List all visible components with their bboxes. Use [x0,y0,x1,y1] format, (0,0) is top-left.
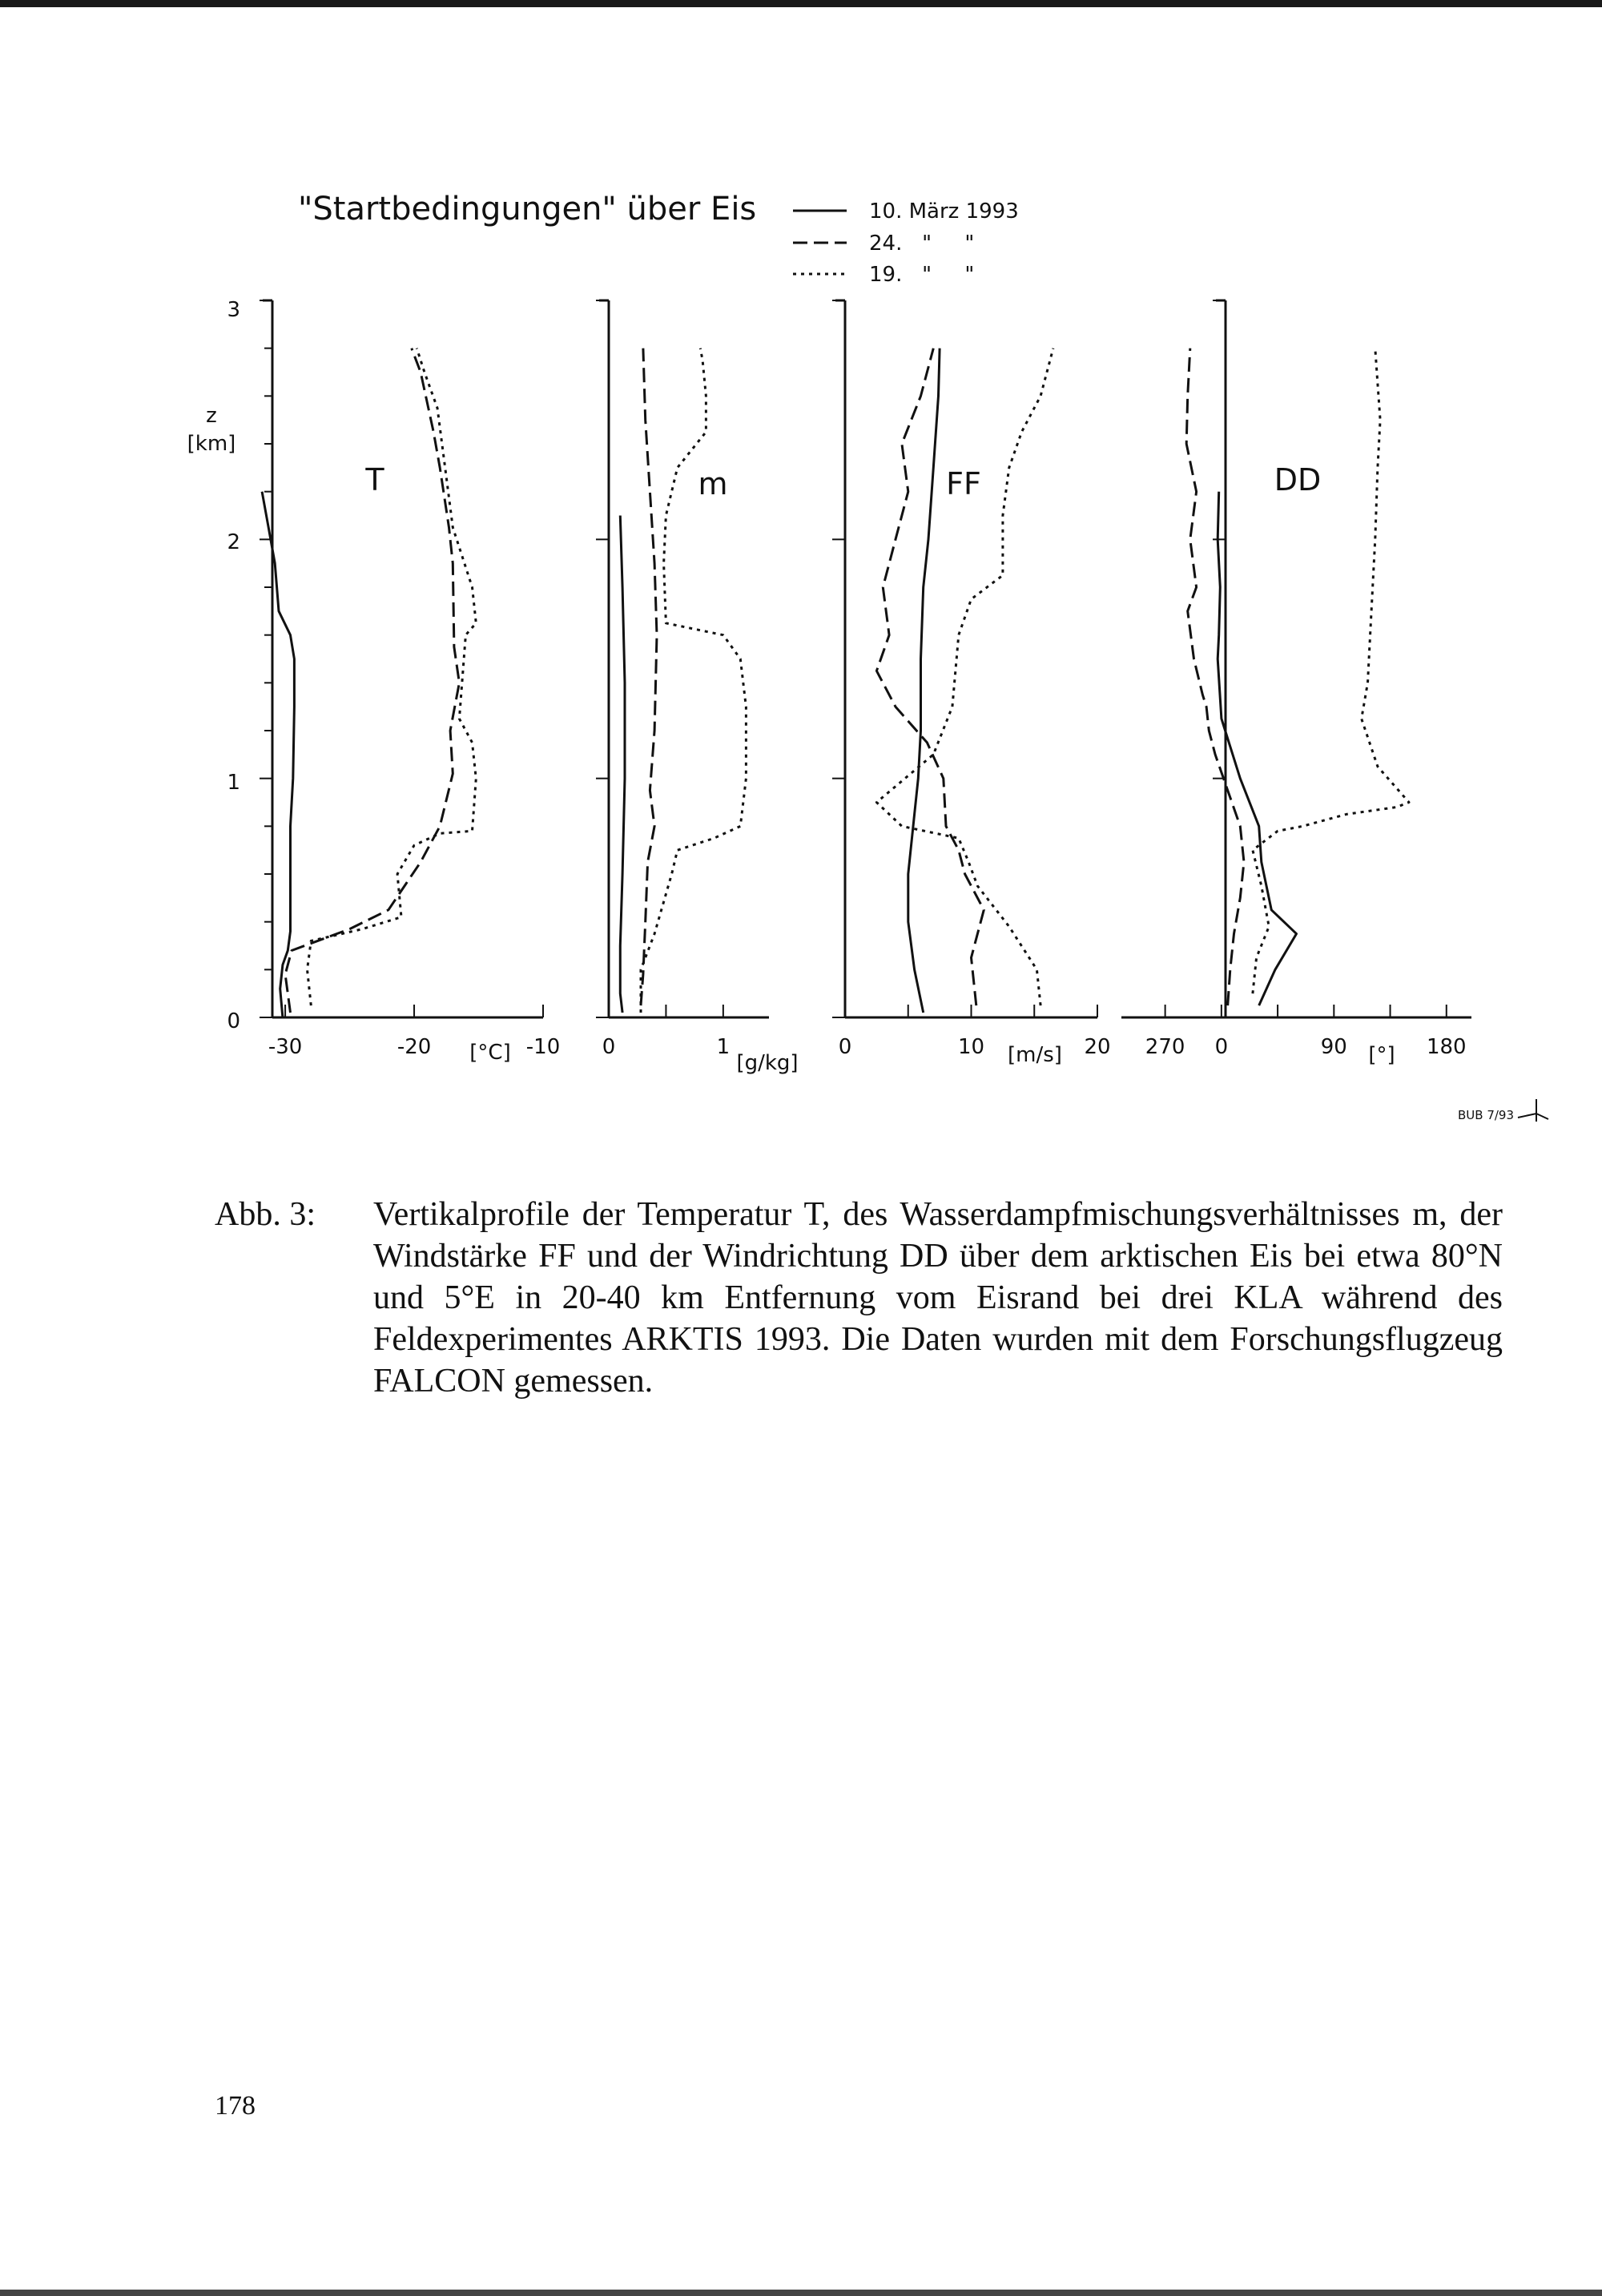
figure-title: "Startbedingungen" über Eis [298,191,757,228]
panel-m-series-dashed [641,348,657,1005]
figure-legend [793,199,1019,287]
stamp-mark-icon [1518,1099,1548,1122]
legend-label-dotted: 19. " " [869,263,975,287]
y-tick-2: 2 [227,530,240,554]
panel-m-title: m [698,466,728,501]
figure-stamp: BUB 7/93 [1458,1108,1515,1122]
profile-panels [260,300,1471,1075]
panel-FF-x-tick-label: 10 [957,1035,985,1059]
caption-label: Abb. 3: [215,1196,316,1233]
panel-DD-x-tick-label: 270 [1145,1035,1185,1059]
panel-DD-x-tick-label: 180 [1426,1035,1467,1059]
panel-FF-x-tick-label: 0 [838,1035,852,1059]
panel-m [596,300,799,1075]
page-number: 178 [215,2091,256,2121]
panel-T-x-tick-label: -30 [268,1035,303,1059]
panel-FF-series-solid [908,348,940,1013]
panel-FF-title: FF [946,466,981,501]
y-axis-label-km: [km] [187,432,236,456]
panel-T-series-solid [262,492,294,1017]
panel-DD-x-tick-label: 0 [1214,1035,1229,1059]
y-tick-0: 0 [227,1009,240,1033]
panel-T-x-tick-label: -20 [396,1035,432,1059]
panel-FF-x-tick-label: 20 [1084,1035,1111,1059]
y-tick-1: 1 [227,771,240,795]
panel-DD-series-dashed [1186,348,1244,1005]
panel-m-x-label: [g/kg] [736,1051,799,1075]
panel-T-x-label: [°C] [469,1041,511,1065]
panel-DD-title: DD [1274,462,1322,497]
panel-DD-series-dotted [1253,348,1409,993]
panel-m-x-tick-label: 0 [602,1035,616,1059]
y-axis-label-z: z [206,404,217,428]
panel-FF [832,300,1111,1067]
caption-text: Vertikalprofile der Temperatur T, des Wasserdampfmischungsverhältnisses m, der Windstärke FF und der Windrichtung DD über dem arktischen Eis bei etwa 80°N und 5°E in 20-40 km Entfernung vom Eisrand bei drei KLA während des Feldexperimentes ARKTIS 1993. Die Daten wurden mit dem Forschungsflugzeug FALCON gemessen. [373,1196,1503,1400]
panel-DD-series-solid [1218,492,1296,1005]
panel-FF-x-label: [m/s] [1008,1043,1062,1067]
panel-DD [1121,300,1471,1067]
panel-DD-x-label: [°] [1368,1043,1395,1067]
panel-T-series-dashed [285,348,459,1013]
panel-T [260,300,560,1065]
panel-T-x-tick-label: -10 [525,1035,561,1059]
scan-bottom-edge [0,2290,1602,2296]
panel-m-series-solid [620,516,625,1013]
y-tick-3: 3 [227,298,240,322]
legend-label-solid: 10. März 1993 [869,199,1019,224]
legend-label-dashed: 24. " " [869,232,975,256]
panel-DD-x-tick-label: 90 [1320,1035,1347,1059]
panel-m-x-tick-label: 1 [716,1035,731,1059]
panel-T-title: T [365,462,384,497]
panel-FF-series-dashed [876,348,984,1005]
